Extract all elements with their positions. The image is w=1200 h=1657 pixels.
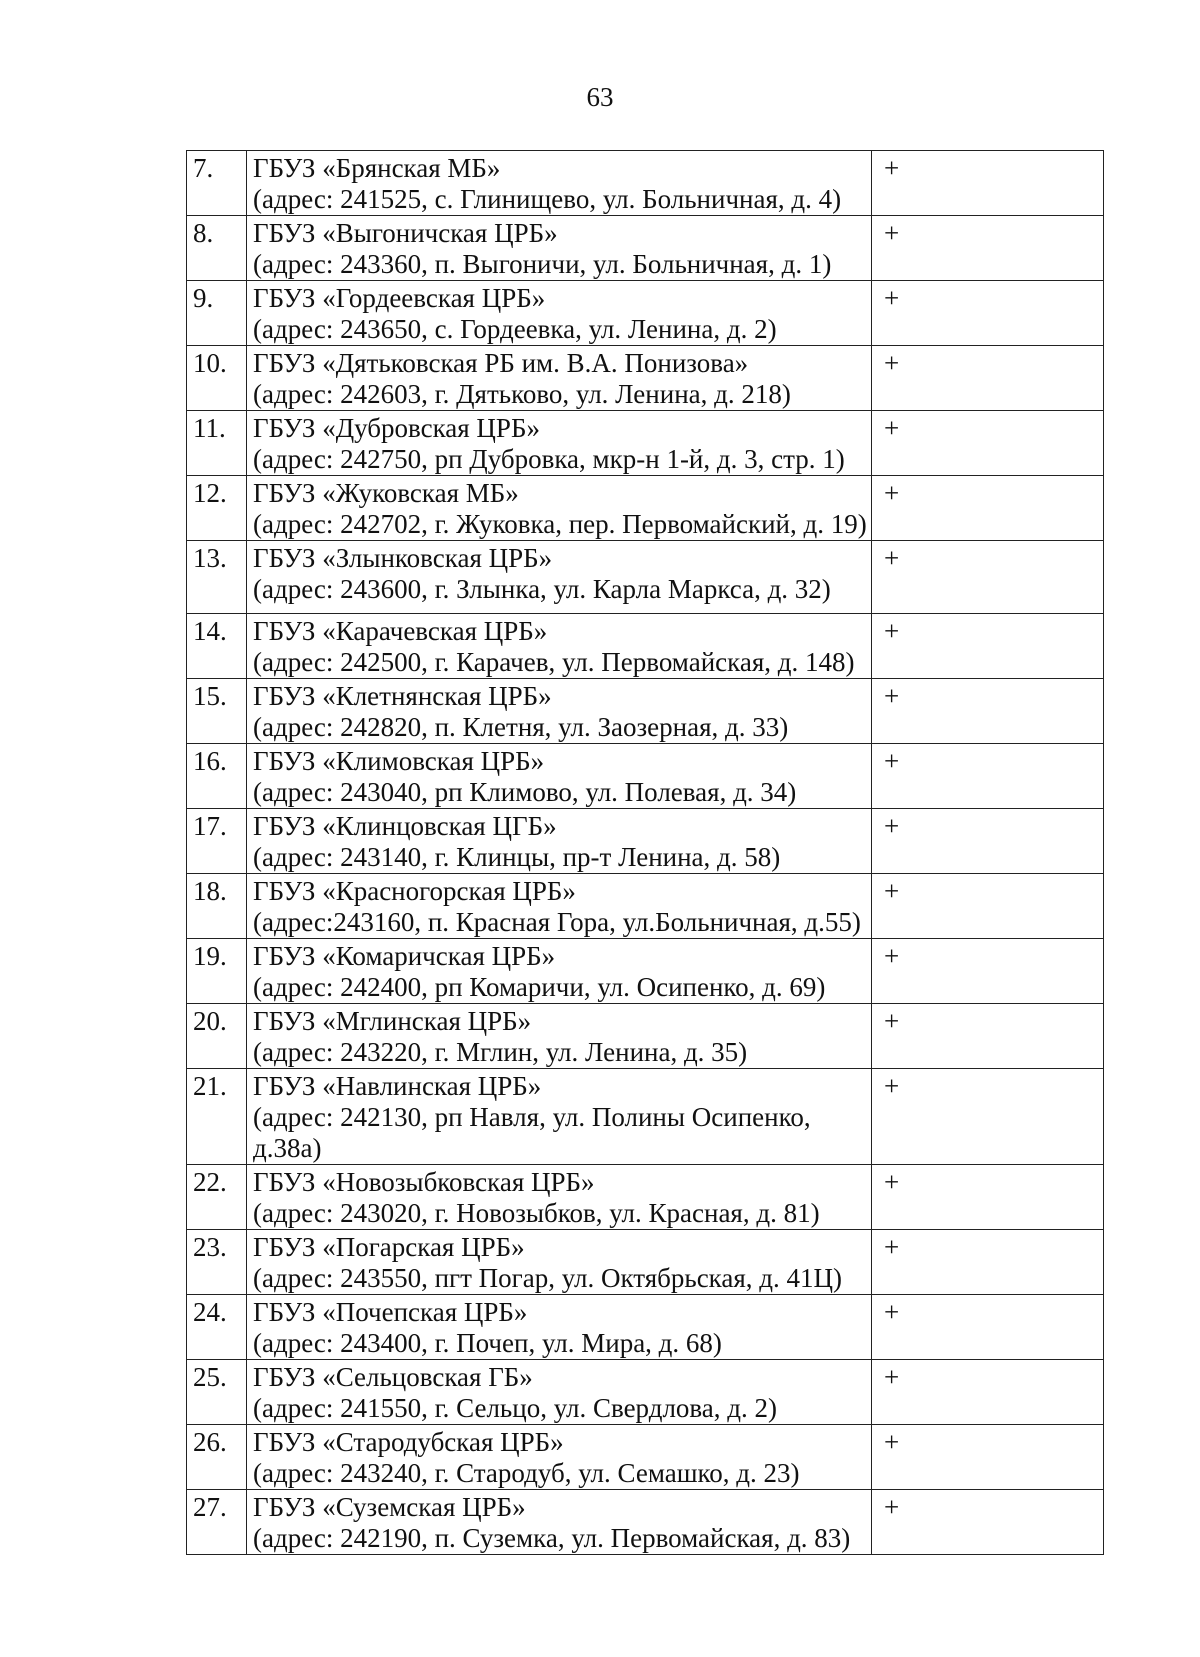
institution-address: (адрес: 242820, п. Клетня, ул. Заозерная, д. 33) — [253, 712, 789, 742]
institution-name: ГБУЗ «Выгоничская ЦРБ» — [253, 218, 558, 248]
institution-cell — [247, 1165, 872, 1230]
institution-address: (адрес: 243220, г. Мглин, ул. Ленина, д. 35) — [253, 1037, 748, 1067]
institution-name: ГБУЗ «Стародубская ЦРБ» — [253, 1427, 564, 1457]
institution-address: (адрес: 243550, пгт Погар, ул. Октябрьская, д. 41Ц) — [253, 1263, 843, 1293]
institution-cell — [247, 541, 872, 614]
institution-address: (адрес: 243600, г. Злынка, ул. Карла Маркса, д. 32) — [253, 574, 831, 604]
table-row — [187, 541, 1104, 614]
institution-address: (адрес: 242190, п. Суземка, ул. Первомайская, д. 83) — [253, 1523, 851, 1553]
institution-address: (адрес: 242500, г. Карачев, ул. Первомайская, д. 148) — [253, 647, 855, 677]
mark-cell: + — [872, 679, 1104, 744]
row-number: 10. — [187, 346, 247, 411]
institution-cell — [247, 1230, 872, 1295]
table-row — [187, 1490, 1104, 1555]
institution-name: ГБУЗ «Мглинская ЦРБ» — [253, 1006, 532, 1036]
mark-cell: + — [872, 1295, 1104, 1360]
table-row — [187, 411, 1104, 476]
row-number: 21. — [187, 1069, 247, 1165]
institution-address: (адрес: 243040, рп Климово, ул. Полевая, д. 34) — [253, 777, 797, 807]
row-number: 16. — [187, 744, 247, 809]
row-number: 20. — [187, 1004, 247, 1069]
institution-name: ГБУЗ «Клинцовская ЦГБ» — [253, 811, 557, 841]
row-number: 7. — [187, 151, 247, 216]
institution-name: ГБУЗ «Дубровская ЦРБ» — [253, 413, 540, 443]
institution-cell — [247, 809, 872, 874]
institution-name: ГБУЗ «Брянская МБ» — [253, 153, 501, 183]
row-number: 13. — [187, 541, 247, 614]
institution-address: (адрес: 243360, п. Выгоничи, ул. Больничная, д. 1) — [253, 249, 832, 279]
table-row — [187, 1295, 1104, 1360]
table-row — [187, 151, 1104, 216]
institution-address: (адрес: 242400, рп Комаричи, ул. Осипенко, д. 69) — [253, 972, 826, 1002]
table-row — [187, 1004, 1104, 1069]
institution-cell — [247, 281, 872, 346]
mark-cell: + — [872, 1230, 1104, 1295]
row-number: 12. — [187, 476, 247, 541]
institution-cell — [247, 411, 872, 476]
table-row — [187, 809, 1104, 874]
mark-cell: + — [872, 1360, 1104, 1425]
table-row — [187, 281, 1104, 346]
institution-cell — [247, 1069, 872, 1165]
institution-name: ГБУЗ «Злынковская ЦРБ» — [253, 543, 553, 573]
institution-name: ГБУЗ «Клетнянская ЦРБ» — [253, 681, 552, 711]
table-row — [187, 679, 1104, 744]
row-number: 8. — [187, 216, 247, 281]
table-row — [187, 476, 1104, 541]
institution-address: (адрес: 243400, г. Почеп, ул. Мира, д. 68) — [253, 1328, 722, 1358]
page-number: 63 — [586, 82, 614, 112]
table-row — [187, 216, 1104, 281]
row-number: 24. — [187, 1295, 247, 1360]
row-number: 11. — [187, 411, 247, 476]
institution-address: (адрес: 242702, г. Жуковка, пер. Первомайский, д. 19) — [253, 509, 867, 539]
institution-cell — [247, 679, 872, 744]
institution-address: (адрес: 243140, г. Клинцы, пр-т Ленина, д. 58) — [253, 842, 781, 872]
institution-cell — [247, 1490, 872, 1555]
institution-name: ГБУЗ «Комаричская ЦРБ» — [253, 941, 556, 971]
institution-name: ГБУЗ «Дятьковская РБ им. В.А. Понизова» — [253, 348, 749, 378]
mark-cell: + — [872, 1425, 1104, 1490]
mark-cell: + — [872, 614, 1104, 679]
institution-name: ГБУЗ «Новозыбковская ЦРБ» — [253, 1167, 595, 1197]
institution-cell — [247, 1295, 872, 1360]
institution-cell — [247, 1360, 872, 1425]
institution-cell — [247, 1004, 872, 1069]
institution-address: (адрес: 243020, г. Новозыбков, ул. Красная, д. 81) — [253, 1198, 820, 1228]
mark-cell: + — [872, 1069, 1104, 1165]
institution-name: ГБУЗ «Сельцовская ГБ» — [253, 1362, 533, 1392]
institution-cell — [247, 216, 872, 281]
table-row — [187, 346, 1104, 411]
institution-cell — [247, 939, 872, 1004]
table-row — [187, 874, 1104, 939]
mark-cell: + — [872, 346, 1104, 411]
mark-cell: + — [872, 1165, 1104, 1230]
row-number: 15. — [187, 679, 247, 744]
institution-address: (адрес: 242603, г. Дятьково, ул. Ленина, д. 218) — [253, 379, 791, 409]
mark-cell: + — [872, 809, 1104, 874]
institution-address: (адрес: 243650, с. Гордеевка, ул. Ленина, д. 2) — [253, 314, 777, 344]
mark-cell: + — [872, 1490, 1104, 1555]
institution-address: (адрес: 241525, с. Глинищево, ул. Больничная, д. 4) — [253, 184, 842, 214]
institution-cell — [247, 151, 872, 216]
mark-cell: + — [872, 874, 1104, 939]
institution-cell — [247, 346, 872, 411]
institution-address: (адрес: 242130, рп Навля, ул. Полины Осипенко, д.38а) — [253, 1102, 811, 1163]
mark-cell: + — [872, 411, 1104, 476]
mark-cell: + — [872, 151, 1104, 216]
row-number: 18. — [187, 874, 247, 939]
table-row — [187, 1230, 1104, 1295]
row-number: 23. — [187, 1230, 247, 1295]
table-row — [187, 614, 1104, 679]
mark-cell: + — [872, 476, 1104, 541]
institution-name: ГБУЗ «Гордеевская ЦРБ» — [253, 283, 546, 313]
institution-cell — [247, 476, 872, 541]
table-row — [187, 1165, 1104, 1230]
mark-cell: + — [872, 281, 1104, 346]
table-row — [187, 1360, 1104, 1425]
institution-name: ГБУЗ «Красногорская ЦРБ» — [253, 876, 576, 906]
institution-name: ГБУЗ «Навлинская ЦРБ» — [253, 1071, 542, 1101]
institution-cell — [247, 1425, 872, 1490]
institution-name: ГБУЗ «Карачевская ЦРБ» — [253, 616, 548, 646]
institution-address: (адрес: 242750, рп Дубровка, мкр-н 1-й, д. 3, стр. 1) — [253, 444, 845, 474]
institution-name: ГБУЗ «Суземская ЦРБ» — [253, 1492, 526, 1522]
row-number: 27. — [187, 1490, 247, 1555]
institution-name: ГБУЗ «Жуковская МБ» — [253, 478, 519, 508]
row-number: 9. — [187, 281, 247, 346]
institution-cell — [247, 874, 872, 939]
row-number: 14. — [187, 614, 247, 679]
row-number: 19. — [187, 939, 247, 1004]
mark-cell: + — [872, 744, 1104, 809]
institution-cell — [247, 744, 872, 809]
institution-cell — [247, 614, 872, 679]
row-number: 26. — [187, 1425, 247, 1490]
institution-address: (адрес: 241550, г. Сельцо, ул. Свердлова, д. 2) — [253, 1393, 778, 1423]
row-number: 22. — [187, 1165, 247, 1230]
institution-name: ГБУЗ «Климовская ЦРБ» — [253, 746, 545, 776]
table-row — [187, 939, 1104, 1004]
mark-cell: + — [872, 1004, 1104, 1069]
mark-cell: + — [872, 216, 1104, 281]
institution-name: ГБУЗ «Почепская ЦРБ» — [253, 1297, 528, 1327]
row-number: 17. — [187, 809, 247, 874]
row-number: 25. — [187, 1360, 247, 1425]
institutions-table — [186, 150, 1104, 1555]
institution-name: ГБУЗ «Погарская ЦРБ» — [253, 1232, 525, 1262]
institution-address: (адрес:243160, п. Красная Гора, ул.Больничная, д.55) — [253, 907, 861, 937]
table-row — [187, 1069, 1104, 1165]
institution-address: (адрес: 243240, г. Стародуб, ул. Семашко, д. 23) — [253, 1458, 800, 1488]
mark-cell: + — [872, 939, 1104, 1004]
table-row — [187, 1425, 1104, 1490]
mark-cell: + — [872, 541, 1104, 614]
table-row — [187, 744, 1104, 809]
